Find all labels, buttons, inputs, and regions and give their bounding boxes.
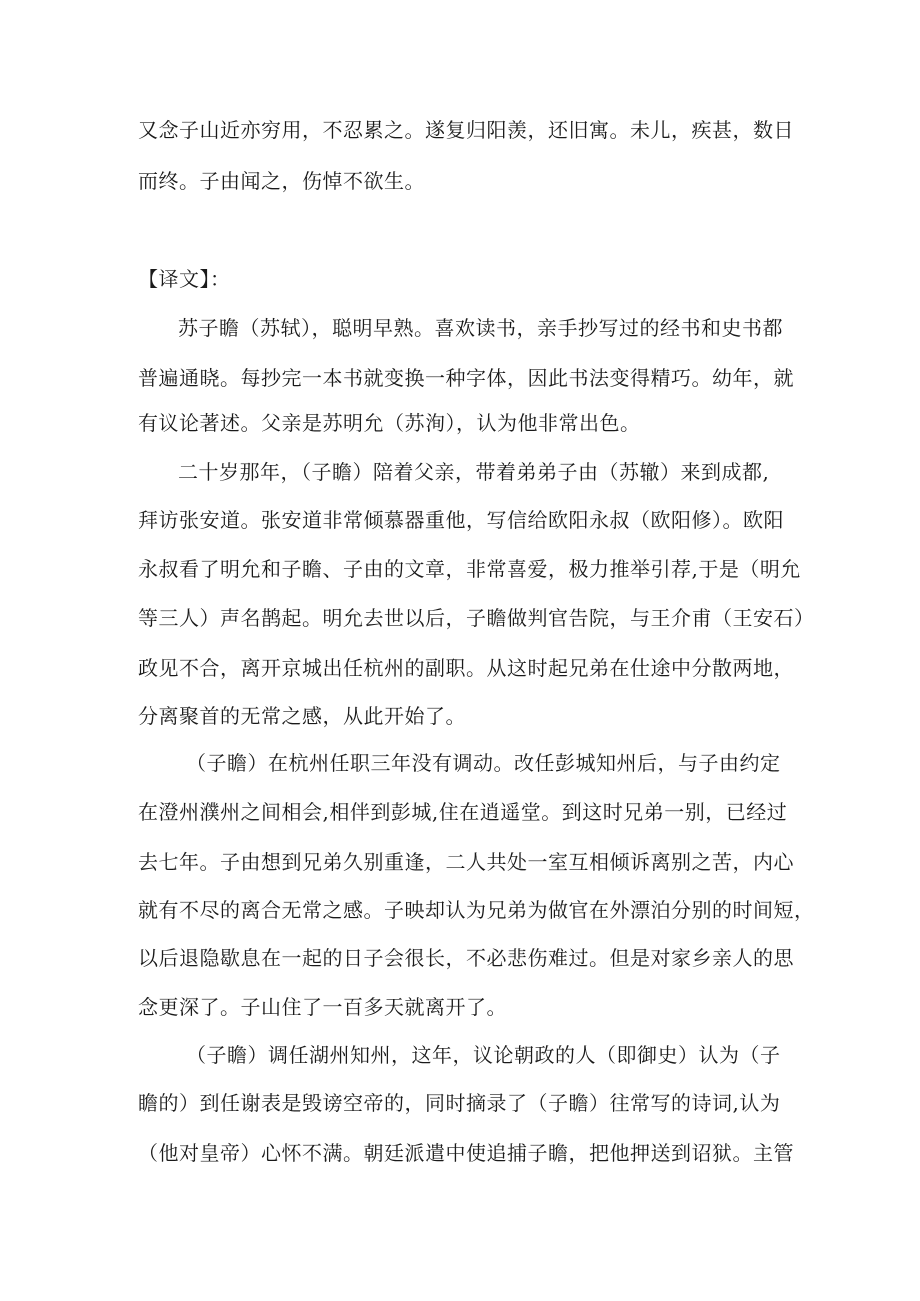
text-line: 在澄州濮州之间相会,相伴到彭城,住在逍遥堂。到这时兄弟一别，已经过 — [138, 800, 788, 824]
text-line: （子瞻）在杭州任职三年没有调动。改任彭城知州后，与子由约定 — [186, 751, 781, 775]
text-line: 永叔看了明允和子瞻、子由的文章，非常喜爱，极力推举引荐,于是（明允 — [138, 557, 801, 581]
text-line: 而终。子由闻之，伤悼不欲生。 — [138, 169, 425, 193]
text-line: 有议论著述。父亲是苏明允（苏洵），认为他非常出色。 — [138, 411, 641, 435]
text-line: 普遍通晓。每抄完一本书就变换一种字体，因此书法变得精巧。幼年，就 — [138, 366, 794, 390]
text-line: 分离聚首的无常之感，从此开始了。 — [138, 704, 466, 728]
text-line: 又念子山近亦穷用，不忍累之。遂复归阳羡，还旧寓。未儿，疾甚，数日 — [138, 118, 794, 142]
text-line: 政见不合，离开京城出任杭州的副职。从这时起兄弟在仕途中分散两地， — [138, 656, 794, 680]
text-line: 就有不尽的离合无常之感。子映却认为兄弟为做官在外漂泊分别的时间短， — [138, 898, 815, 922]
section-heading: 【译文】： — [138, 267, 231, 291]
text-line: 二十岁那年，（子瞻）陪着父亲，带着弟弟子由（苏辙）来到成都, — [178, 460, 770, 484]
text-line: 拜访张安道。张安道非常倾慕器重他，写信给欧阳永叔（欧阳修）。欧阳 — [138, 508, 784, 532]
text-line: 以后退隐歇息在一起的日子会很长，不必悲伤难过。但是对家乡亲人的思 — [138, 946, 794, 970]
text-line: 瞻的）到任谢表是毁谤空帝的，同时摘录了（子瞻）往常写的诗词,认为 — [138, 1091, 781, 1115]
text-line: （他对皇帝）心怀不满。朝廷派遣中使追捕子瞻，把他押送到诏狱。主管 — [138, 1141, 794, 1165]
text-line: 念更深了。子山住了一百多天就离开了。 — [138, 995, 507, 1019]
text-line: 等三人）声名鹊起。明允去世以后，子瞻做判官告院，与王介甫（王安石） — [138, 606, 815, 630]
text-line: （子瞻）调任湖州知州，这年，议论朝政的人（即御史）认为（子 — [186, 1043, 781, 1067]
text-line: 苏子瞻（苏轼），聪明早熟。喜欢读书，亲手抄写过的经书和史书都 — [178, 316, 783, 340]
text-line: 去七年。子由想到兄弟久别重逢，二人共处一室互相倾诉离别之苦，内心 — [138, 850, 794, 874]
